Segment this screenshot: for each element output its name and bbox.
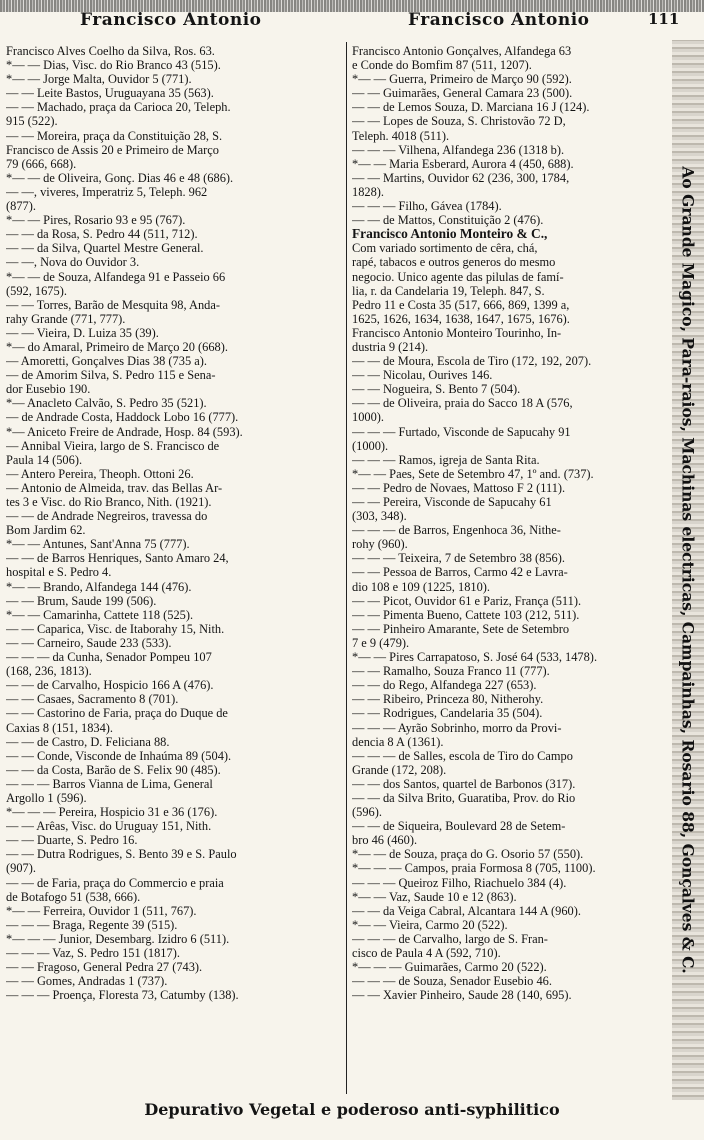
directory-line: *— — de Souza, praça do G. Osorio 57 (550). <box>352 847 584 862</box>
directory-line: 1625, 1626, 1634, 1638, 1647, 1675, 1676). <box>352 311 570 326</box>
directory-line: — — — de Souza, Senador Eusebio 46. <box>352 974 552 989</box>
directory-line: — — Rodrigues, Candelaria 35 (504). <box>352 706 543 721</box>
directory-line: — — de Carvalho, Hospicio 166 A (476). <box>6 678 214 693</box>
page-number: 111 <box>648 10 680 28</box>
directory-line: — — da Silva Brito, Guaratiba, Prov. do Rio <box>352 790 576 805</box>
directory-line: — — de Barros Henriques, Santo Amaro 24, <box>6 551 229 566</box>
directory-line: — — — Vilhena, Alfandega 236 (1318 b). <box>352 142 565 157</box>
header-left-title: Francisco Antonio <box>80 10 262 30</box>
directory-line: Teleph. 4018 (511). <box>352 128 450 143</box>
directory-line: *— — Camarinha, Cattete 118 (525). <box>6 607 194 622</box>
directory-line: — — Pimenta Bueno, Cattete 103 (212, 511). <box>352 607 580 622</box>
directory-line: (1000). <box>352 438 389 453</box>
directory-line: — — Pessoa de Barros, Carmo 42 e Lavra- <box>352 565 568 580</box>
directory-line: Francisco Antonio Gonçalves, Alfandega 63 <box>352 44 572 58</box>
directory-line: — — da Veiga Cabral, Alcantara 144 A (960). <box>352 903 581 918</box>
directory-line: — — Ribeiro, Princeza 80, Nitherohy. <box>352 692 544 707</box>
directory-line: — — — Ramos, igreja de Santa Rita. <box>352 452 540 467</box>
directory-line: 1000). <box>352 410 385 425</box>
directory-line: — — Fragoso, General Pedra 27 (743). <box>6 960 203 975</box>
directory-line: — — Brum, Saude 199 (506). <box>6 593 157 608</box>
directory-line: — — — de Salles, escola de Tiro do Campo <box>352 748 573 763</box>
directory-line: Pedro 11 e Costa 35 (517, 666, 869, 1399 a, <box>352 297 570 312</box>
directory-line: — — Machado, praça da Carioca 20, Teleph. <box>6 100 231 115</box>
directory-line: *— — Dias, Visc. do Rio Branco 43 (515). <box>6 58 221 73</box>
directory-line: — —, viveres, Imperatriz 5, Teleph. 962 <box>6 184 208 199</box>
directory-line: — — — Teixeira, 7 de Setembro 38 (856). <box>352 551 565 566</box>
side-advert-text: Ao Grande Magico, Para-raios, Machinas electricas, Campainhas, Rosario 88, Gonçalves & C. <box>678 166 698 974</box>
directory-line: (303, 348). <box>352 509 407 524</box>
directory-line: *— — Brando, Alfandega 144 (476). <box>6 579 192 594</box>
directory-line: 915 (522). <box>6 114 58 129</box>
directory-line: 79 (666, 668). <box>6 156 77 171</box>
directory-line: — — do Rego, Alfandega 227 (653). <box>352 678 537 693</box>
directory-line: — — Conde, Visconde de Inhaúma 89 (504). <box>6 748 232 763</box>
directory-line: — — de Mattos, Constituição 2 (476). <box>352 213 544 228</box>
directory-line: — — — Filho, Gávea (1784). <box>352 199 502 214</box>
directory-line: hospital e S. Pedro 4. <box>6 565 112 580</box>
header-right-title: Francisco Antonio <box>408 10 590 30</box>
directory-line: Caxias 8 (151, 1834). <box>6 720 114 735</box>
directory-line: bro 46 (460). <box>352 833 418 848</box>
left-column <box>6 44 342 1002</box>
directory-line: — — Carneiro, Saude 233 (533). <box>6 635 172 650</box>
directory-line: — Antero Pereira, Theoph. Ottoni 26. <box>6 466 194 481</box>
directory-line: — — Pinheiro Amarante, Sete de Setembro <box>352 621 570 636</box>
directory-line: negocio. Unico agente das pilulas de famí- <box>352 269 564 284</box>
directory-line: Francisco Antonio Monteiro Tourinho, In- <box>352 325 562 340</box>
directory-line: — — — Vaz, S. Pedro 151 (1817). <box>6 946 180 960</box>
directory-line: — — Castorino de Faria, praça do Duque de <box>6 706 228 721</box>
directory-line: — — — Ayrão Sobrinho, morro da Provi- <box>352 720 562 735</box>
directory-line: *— — Pires Carrapatoso, S. José 64 (533, 1478). <box>352 650 598 665</box>
directory-line: *— — Vieira, Carmo 20 (522). <box>352 917 508 932</box>
directory-line: — de Amorim Silva, S. Pedro 115 e Sena- <box>6 368 216 383</box>
directory-line: cisco de Paula 4 A (592, 710). <box>352 946 501 960</box>
directory-line: rahy Grande (771, 777). <box>6 311 126 326</box>
directory-line: 1828). <box>352 184 385 199</box>
directory-line: Grande (172, 208). <box>352 762 447 777</box>
directory-line: — — Nicolau, Ourives 146. <box>352 368 493 383</box>
directory-line: — — de Faria, praça do Commercio e praia <box>6 875 224 890</box>
directory-line: — Amoretti, Gonçalves Dias 38 (735 a). <box>6 354 207 369</box>
directory-line: — de Andrade Costa, Haddock Lobo 16 (777). <box>6 410 239 425</box>
directory-line: *— Aniceto Freire de Andrade, Hosp. 84 (593). <box>6 424 243 439</box>
directory-line: — — da Rosa, S. Pedro 44 (511, 712). <box>6 227 198 242</box>
directory-line: — — de Siqueira, Boulevard 28 de Setem- <box>352 819 566 834</box>
directory-line: rapé, tabacos e outros generos do mesmo <box>352 255 556 270</box>
directory-line: dustria 9 (214). <box>352 339 429 354</box>
directory-line: *— — — Campos, praia Formosa 8 (705, 1100). <box>352 861 596 876</box>
directory-line: tes 3 e Visc. do Rio Branco, Nith. (1921). <box>6 495 212 509</box>
directory-line: *— — — Pereira, Hospicio 31 e 36 (176). <box>6 805 218 820</box>
directory-line: — — Gomes, Andradas 1 (737). <box>6 974 168 989</box>
directory-line: — — Vieira, D. Luiza 35 (39). <box>6 325 159 340</box>
directory-line: — — Xavier Pinheiro, Saude 28 (140, 695). <box>352 988 572 1003</box>
directory-line: dio 108 e 109 (1225, 1810). <box>352 579 491 594</box>
directory-line: *— Anacleto Calvão, S. Pedro 35 (521). <box>6 396 207 411</box>
directory-line: — — Martins, Ouvidor 62 (236, 300, 1784, <box>352 170 570 185</box>
directory-line: (168, 236, 1813). <box>6 664 92 679</box>
directory-line: — — Nogueira, S. Bento 7 (504). <box>352 382 521 397</box>
directory-line: — — Arêas, Visc. do Uruguay 151, Nith. <box>6 819 212 834</box>
directory-line: rohy (960). <box>352 537 408 552</box>
page-header <box>0 10 704 40</box>
directory-line: dor Eusebio 190. <box>6 382 91 397</box>
footer-advert: Depurativo Vegetal e poderoso anti-syphilitico <box>144 1100 560 1119</box>
column-divider <box>346 42 347 1094</box>
directory-line: — — Ramalho, Souza Franco 11 (777). <box>352 664 550 679</box>
directory-line: — — dos Santos, quartel de Barbonos (317). <box>352 776 576 791</box>
directory-line: — — — de Carvalho, largo de S. Fran- <box>352 931 548 946</box>
directory-line: — — da Costa, Barão de S. Felix 90 (485). <box>6 762 221 777</box>
directory-line: *— — de Oliveira, Gonç. Dias 46 e 48 (686). <box>6 170 234 185</box>
directory-line: — — Pedro de Novaes, Mattoso F 2 (111). <box>352 480 566 495</box>
directory-line: Argollo 1 (596). <box>6 790 87 805</box>
directory-line: *— — de Souza, Alfandega 91 e Passeio 66 <box>6 269 226 284</box>
directory-line: — — Casaes, Sacramento 8 (701). <box>6 692 179 707</box>
directory-line: — — — Queiroz Filho, Riachuelo 384 (4). <box>352 875 567 890</box>
directory-line: (596). <box>352 805 382 820</box>
directory-line: Bom Jardim 62. <box>6 523 86 538</box>
directory-line: Francisco Antonio Monteiro & C., <box>352 227 548 242</box>
directory-line: — — — Proença, Floresta 73, Catumby (138). <box>6 988 239 1003</box>
right-column <box>352 44 670 1002</box>
directory-line: dencia 8 A (1361). <box>352 734 444 749</box>
directory-line: *— — Paes, Sete de Setembro 47, 1º and. (737). <box>352 466 594 481</box>
directory-line: — — Duarte, S. Pedro 16. <box>6 833 138 848</box>
directory-line: — Antonio de Almeida, trav. das Bellas Ar- <box>6 480 223 495</box>
directory-line: de Botafogo 51 (538, 666). <box>6 889 141 904</box>
directory-line: — Annibal Vieira, largo de S. Francisco de <box>6 438 220 453</box>
directory-line: — — Picot, Ouvidor 61 e Pariz, França (511). <box>352 593 582 608</box>
directory-line: — — Torres, Barão de Mesquita 98, Anda- <box>6 297 220 312</box>
directory-line: — — Lopes de Souza, S. Christovão 72 D, <box>352 114 566 129</box>
directory-line: — — Moreira, praça da Constituição 28, S. <box>6 128 223 143</box>
directory-line: — — — de Barros, Engenhoca 36, Nithe- <box>352 523 561 538</box>
directory-line: — — Guimarães, General Camara 23 (500). <box>352 86 573 101</box>
directory-line: *— — — Guimarães, Carmo 20 (522). <box>352 960 547 975</box>
directory-line: Francisco Alves Coelho da Silva, Ros. 63. <box>6 44 215 58</box>
directory-line: — —, Nova do Ouvidor 3. <box>6 255 140 270</box>
directory-line: 7 e 9 (479). <box>352 635 410 650</box>
directory-line: — — — Furtado, Visconde de Sapucahy 91 <box>352 424 571 439</box>
directory-line: — — de Oliveira, praia do Sacco 18 A (576, <box>352 396 573 411</box>
directory-line: *— do Amaral, Primeiro de Março 20 (668). <box>6 339 228 354</box>
directory-line: (592, 1675). <box>6 283 67 298</box>
directory-line: *— — — Junior, Desembarg. Izidro 6 (511). <box>6 931 230 946</box>
directory-line: *— — Vaz, Saude 10 e 12 (863). <box>352 889 517 904</box>
directory-line: (907). <box>6 861 36 876</box>
directory-line: — — — da Cunha, Senador Pompeu 107 <box>6 650 212 665</box>
directory-line: — — Pereira, Visconde de Sapucahy 61 <box>352 495 552 509</box>
directory-line: *— — Antunes, Sant'Anna 75 (777). <box>6 537 190 552</box>
directory-line: lia, r. da Candelaria 19, Teleph. 847, S. <box>352 283 545 298</box>
directory-line: *— — Pires, Rosario 93 e 95 (767). <box>6 213 186 228</box>
directory-line: e Conde do Bomfim 87 (511, 1207). <box>352 58 532 73</box>
directory-line: — — da Silva, Quartel Mestre General. <box>6 241 204 256</box>
directory-line: — — Caparica, Visc. de Itaborahy 15, Nith. <box>6 621 225 636</box>
directory-line: Paula 14 (506). <box>6 452 83 467</box>
directory-line: *— — Jorge Malta, Ouvidor 5 (771). <box>6 72 192 87</box>
directory-line: — — Leite Bastos, Uruguayana 35 (563). <box>6 86 214 101</box>
directory-line: — — Dutra Rodrigues, S. Bento 39 e S. Paulo <box>6 847 237 862</box>
directory-line: *— — Guerra, Primeiro de Março 90 (592). <box>352 72 572 87</box>
directory-line: — — de Castro, D. Feliciana 88. <box>6 734 170 749</box>
directory-line: Com variado sortimento de cêra, chá, <box>352 241 538 256</box>
directory-line: — — de Moura, Escola de Tiro (172, 192, 207). <box>352 354 592 369</box>
directory-line: *— — Ferreira, Ouvidor 1 (511, 767). <box>6 903 197 918</box>
directory-line: — — — Braga, Regente 39 (515). <box>6 917 178 932</box>
directory-line: — — de Lemos Souza, D. Marciana 16 J (124). <box>352 100 590 115</box>
directory-line: — — de Andrade Negreiros, travessa do <box>6 509 208 524</box>
directory-line: (877). <box>6 199 36 214</box>
directory-line: — — — Barros Vianna de Lima, General <box>6 776 213 791</box>
directory-line: *— — Maria Esberard, Aurora 4 (450, 688). <box>352 156 574 171</box>
directory-line: Francisco de Assis 20 e Primeiro de Março <box>6 142 220 157</box>
